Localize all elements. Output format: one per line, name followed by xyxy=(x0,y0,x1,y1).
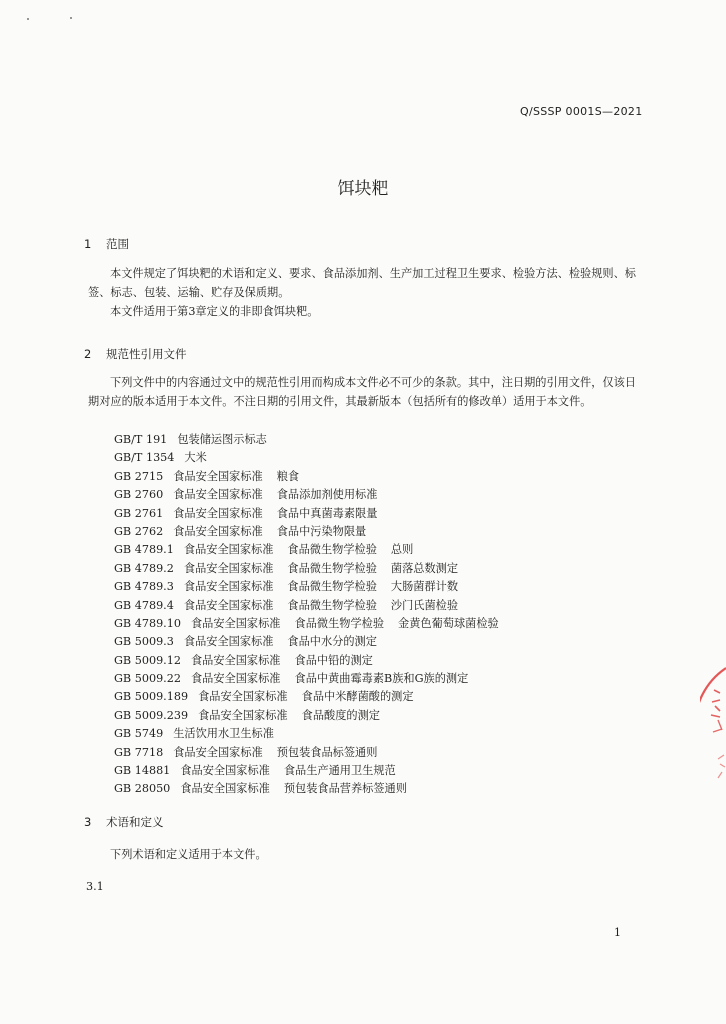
reference-code: GB 5009.3 xyxy=(114,635,174,649)
reference-title: 食品安全国家标准 xyxy=(173,524,263,538)
reference-subtitle: 食品微生物学检验 xyxy=(287,561,377,575)
reference-item xyxy=(114,762,499,780)
reference-subtitle: 预包装食品标签通则 xyxy=(276,745,378,759)
reference-code: GB 5009.22 xyxy=(114,672,181,686)
scan-speck xyxy=(70,17,72,19)
reference-list xyxy=(114,431,499,799)
reference-item xyxy=(114,780,499,798)
reference-subtitle: 食品酸度的测定 xyxy=(301,708,380,722)
section-1-paragraph-2: 本文件适用于第3章定义的非即食饵块粑。 xyxy=(110,305,319,318)
reference-title: 食品安全国家标准 xyxy=(183,543,274,557)
reference-title: 食品安全国家标准 xyxy=(180,782,270,796)
reference-item xyxy=(114,633,499,651)
scan-speck xyxy=(27,18,29,20)
reference-item xyxy=(114,744,499,762)
reference-item xyxy=(114,688,499,706)
seal-stamp xyxy=(700,660,726,800)
reference-code: GB 2761 xyxy=(114,506,164,520)
reference-item xyxy=(114,431,499,449)
section-title: 范围 xyxy=(106,237,129,251)
reference-item xyxy=(114,523,499,541)
standard-number: Q/SSSP 0001S—2021 xyxy=(520,105,643,118)
reference-subtitle: 食品中污染物限量 xyxy=(276,524,367,538)
reference-title: 食品安全国家标准 xyxy=(190,653,281,667)
reference-subtitle: 食品微生物学检验 xyxy=(294,616,385,630)
reference-item xyxy=(114,615,499,633)
reference-subtitle: 食品微生物学检验 xyxy=(287,543,377,557)
clause-number: 3.1 xyxy=(86,880,104,893)
reference-code: GB 4789.10 xyxy=(114,616,181,630)
reference-title: 食品安全国家标准 xyxy=(183,635,274,649)
reference-item xyxy=(114,505,499,523)
section-number: 3 xyxy=(84,815,92,829)
reference-title: 生活饮用水卫生标准 xyxy=(173,727,274,741)
reference-subtitle: 食品中黄曲霉毒素B族和G族的测定 xyxy=(294,672,469,686)
reference-title: 食品安全国家标准 xyxy=(173,469,263,483)
reference-part: 金黄色葡萄球菌检验 xyxy=(398,616,499,630)
reference-code: GB 2715 xyxy=(114,469,164,483)
reference-code: GB/T 191 xyxy=(114,433,168,446)
reference-code: GB 5009.189 xyxy=(114,690,189,704)
reference-title: 食品安全国家标准 xyxy=(190,616,281,630)
section-number: 2 xyxy=(84,347,92,361)
reference-subtitle: 预包装食品营养标签通则 xyxy=(283,782,407,796)
reference-part: 菌落总数测定 xyxy=(390,561,459,575)
reference-item xyxy=(114,707,499,725)
reference-item xyxy=(114,468,499,486)
reference-part: 大肠菌群计数 xyxy=(390,580,459,594)
reference-item xyxy=(114,486,499,504)
reference-item xyxy=(114,560,499,578)
reference-item xyxy=(114,449,499,467)
reference-code: GB 4789.3 xyxy=(114,580,174,594)
reference-subtitle: 粮食 xyxy=(276,469,300,483)
section-1-paragraph-1: 本文件规定了饵块粑的术语和定义、要求、食品添加剂、生产加工过程卫生要求、检验方法、检验规则、标签、标志、包装、运输、贮存及保质期。 xyxy=(88,267,636,299)
reference-title: 食品安全国家标准 xyxy=(183,561,274,575)
reference-subtitle: 食品中水分的测定 xyxy=(287,635,377,649)
reference-item xyxy=(114,578,499,596)
section-3-intro: 下列术语和定义适用于本文件。 xyxy=(110,848,267,861)
section-2-intro: 下列文件中的内容通过文中的规范性引用而构成本文件必不可少的条款。其中，注日期的引用文件，仅该日期对应的版本适用于本文件。不注日期的引用文件，其最新版本（包括所有的修改单）适用于本文件。 xyxy=(88,376,636,408)
reference-item xyxy=(114,652,499,670)
reference-code: GB 5009.12 xyxy=(114,653,181,667)
reference-subtitle: 食品中米酵菌酸的测定 xyxy=(301,690,414,704)
reference-subtitle: 食品微生物学检验 xyxy=(287,598,377,612)
document-title: 饵块粑 xyxy=(337,179,389,199)
reference-code: GB 2760 xyxy=(114,488,164,502)
reference-code: GB 28050 xyxy=(114,782,171,796)
reference-title: 食品安全国家标准 xyxy=(183,598,274,612)
reference-item xyxy=(114,541,499,559)
reference-title: 食品安全国家标准 xyxy=(198,690,288,704)
reference-code: GB 7718 xyxy=(114,745,164,759)
reference-part: 总则 xyxy=(390,543,414,557)
reference-title: 包装储运图示标志 xyxy=(177,433,267,446)
reference-subtitle: 食品中真菌毒素限量 xyxy=(276,506,378,520)
reference-title: 食品安全国家标准 xyxy=(183,580,274,594)
reference-subtitle: 食品添加剂使用标准 xyxy=(276,488,378,502)
section-title: 规范性引用文件 xyxy=(106,347,187,361)
reference-code: GB 14881 xyxy=(114,764,171,778)
section-2-heading xyxy=(84,346,187,362)
reference-title: 食品安全国家标准 xyxy=(173,506,263,520)
page-number: 1 xyxy=(614,926,621,939)
reference-item xyxy=(114,597,499,615)
reference-code: GB 2762 xyxy=(114,524,164,538)
reference-title: 食品安全国家标准 xyxy=(198,708,288,722)
section-1-heading xyxy=(84,236,129,252)
reference-code: GB/T 1354 xyxy=(114,451,175,465)
section-title: 术语和定义 xyxy=(106,815,164,829)
reference-item xyxy=(114,670,499,688)
reference-part: 沙门氏菌检验 xyxy=(390,598,459,612)
reference-title: 大米 xyxy=(184,451,207,465)
reference-code: GB 5009.239 xyxy=(114,708,189,722)
reference-title: 食品安全国家标准 xyxy=(173,745,263,759)
seal-stamp-graphic xyxy=(700,660,726,800)
reference-code: GB 5749 xyxy=(114,727,164,741)
reference-code: GB 4789.1 xyxy=(114,543,174,557)
reference-title: 食品安全国家标准 xyxy=(190,672,281,686)
reference-subtitle: 食品生产通用卫生规范 xyxy=(283,764,396,778)
section-number: 1 xyxy=(84,237,92,251)
section-3-heading xyxy=(84,814,164,830)
reference-code: GB 4789.2 xyxy=(114,561,174,575)
reference-item xyxy=(114,725,499,743)
reference-title: 食品安全国家标准 xyxy=(173,488,263,502)
reference-code: GB 4789.4 xyxy=(114,598,174,612)
reference-title: 食品安全国家标准 xyxy=(180,764,270,778)
reference-subtitle: 食品中铅的测定 xyxy=(294,653,373,667)
reference-subtitle: 食品微生物学检验 xyxy=(287,580,377,594)
